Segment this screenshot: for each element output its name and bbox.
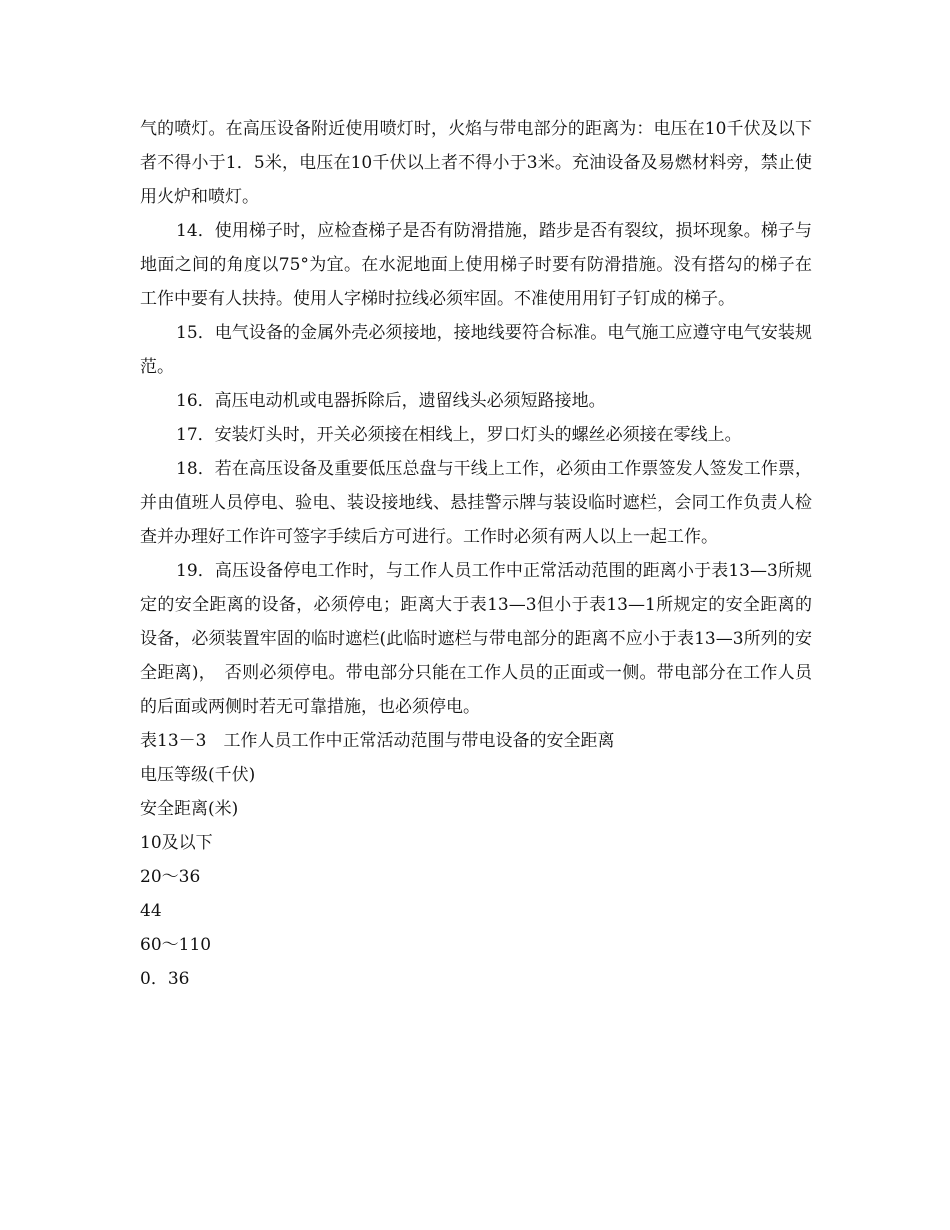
table-lines	[140, 758, 812, 996]
paragraph-item-18: 18．若在高压设备及重要低压总盘与干线上工作，必须由工作票签发人签发工作票，并由值班人员停电、验电、装设接地线、悬挂警示牌与装设临时遮栏，会同工作负责人检查并办理好工作许可签字手续后方可进行。工作时必须有两人以上一起工作。	[140, 459, 812, 547]
table-line: 60～110	[140, 935, 212, 955]
paragraph-item-16: 16．高压电动机或电器拆除后，遗留线头必须短路接地。	[176, 391, 606, 411]
paragraph-item-15: 15．电气设备的金属外壳必须接地，接地线要符合标准。电气施工应遵守电气安装规范。	[140, 323, 812, 377]
paragraph-continuation: 气的喷灯。在高压设备附近使用喷灯时，火焰与带电部分的距离为：电压在10千伏及以下者不得小于1．5米，电压在10千伏以上者不得小于3米。充油设备及易燃材料旁，禁止使用火炉和喷灯。	[140, 119, 812, 207]
table-line: 44	[140, 901, 162, 921]
paragraph-item-14: 14．使用梯子时，应检查梯子是否有防滑措施，踏步是否有裂纹，损坏现象。梯子与地面之间的角度以75°为宜。在水泥地面上使用梯子时要有防滑措施。没有搭勾的梯子在工作中要有人扶持。使用人字梯时拉线必须牢固。不准使用用钉子钉成的梯子。	[140, 221, 812, 309]
paragraph-item-17: 17．安装灯头时，开关必须接在相线上，罗口灯头的螺丝必须接在零线上。	[176, 425, 742, 445]
paragraph-item-19: 19．高压设备停电工作时，与工作人员工作中正常活动范围的距离小于表13—3所规定的安全距离的设备，必须停电；距离大于表13—3但小于表13—1所规定的安全距离的设备，必须装置牢固的临时遮栏(此临时遮栏与带电部分的距离不应小于表13—3所列的安全距离)， 否则必须停电。带电部分只能在工作人员的正面或一侧。带电部分在工作人员的后面或两侧时若无可靠措施，也必须停电。	[140, 561, 812, 717]
table-line: 安全距离(米)	[140, 799, 239, 819]
table-line: 20～36	[140, 867, 201, 887]
table-line: 10及以下	[140, 833, 213, 853]
table-line: 电压等级(千伏)	[140, 765, 256, 785]
table-caption: 表13－3 工作人员工作中正常活动范围与带电设备的安全距离	[140, 731, 615, 751]
document-body	[140, 112, 812, 996]
table-line: 0．36	[140, 969, 190, 989]
